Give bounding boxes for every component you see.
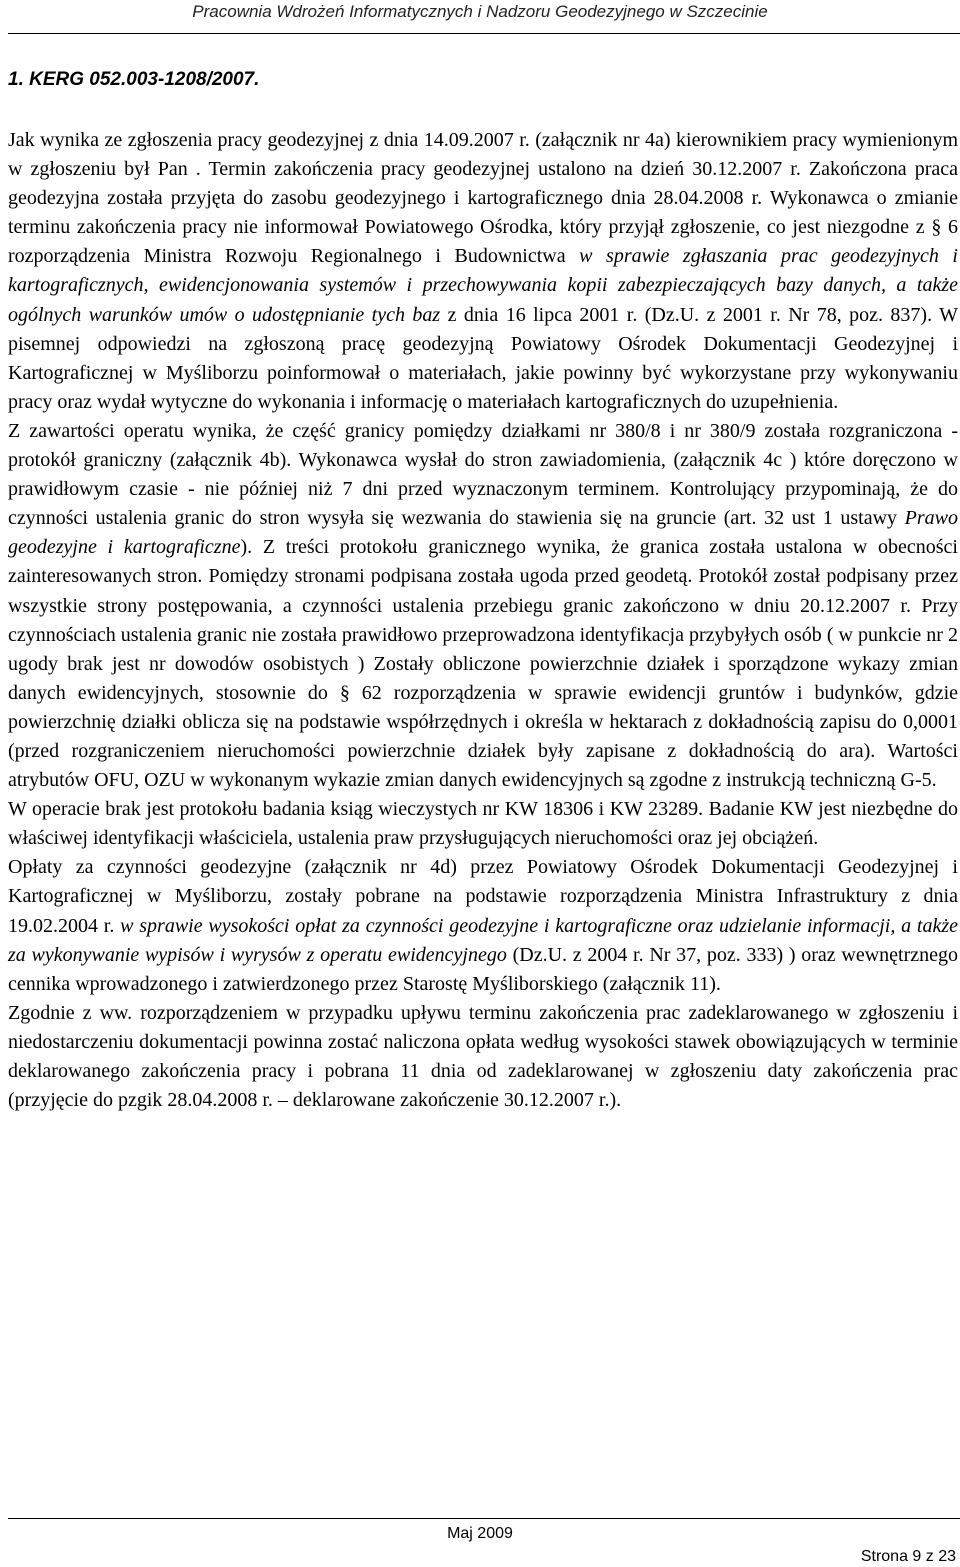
paragraph bbox=[8, 999, 958, 1115]
page-header bbox=[0, 0, 960, 26]
footer-date-text: Maj 2009 bbox=[447, 1525, 513, 1542]
footer-date bbox=[0, 1524, 960, 1544]
paragraph bbox=[8, 417, 958, 795]
italic-citation: w sprawie zgłaszania prac geodezyjnych i kartograficznych, ewidencjonowania systemów i przechowywania kopii zabezpieczających bazy danych, a także ogólnych warunków umów o udostępnianie tych baz bbox=[8, 245, 958, 326]
header-divider bbox=[8, 33, 960, 34]
text-run: Zgodnie z ww. rozporządzeniem w przypadku upływu terminu zakończenia prac zadeklarowanego w zgłoszeniu i niedostarczeniu dokumentacji powinna zostać naliczona opłata według wysokości stawek obowiązujących w terminie deklarowanego zakończenia pracy i pobrana 11 dnia od zadeklarowanej w zgłoszeniu daty zakończenia prac (przyjęcie do pzgik 28.04.2008 r. – deklarowane zakończenie 30.12.2007 r.). bbox=[8, 1001, 958, 1112]
italic-citation: w sprawie wysokości opłat za czynności geodezyjne i kartograficzne oraz udzielanie informacji, a także za wykonywanie wypisów i wyrysów z operatu ewidencyjnego bbox=[8, 914, 958, 966]
italic-citation: Prawo geodezyjne i kartograficzne bbox=[8, 507, 958, 559]
text-run: ). Z treści protokołu granicznego wynika, że granica została ustalona w obecności zainteresowanych stron. Pomiędzy stronami podpisana została ugoda przed geodetą. Protokół został podpisany przez wszystkie strony postępowania, a czynności ustalenia przebiegu granic zakończono w dniu 20.12.2007 r. Przy czynnościach ustalenia granic nie została prawidłowo przeprowadzona identyfikacja przybyłych osób ( w punkcie nr 2 ugody brak jest nr dowodów osobistych ) Zostały obliczone powierzchnie działek i sporządzone wykazy zmian danych ewidencyjnych, stosownie do § 62 rozporządzenia w sprawie ewidencji gruntów i budynków, gdzie powierzchnię działki oblicza się na podstawie współrzędnych i określa w hektarach z dokładnością zapisu do 0,0001 (przed rozgraniczeniem nieruchomości powierzchnie działek były zapisane z dokładnością do ara). Wartości atrybutów OFU, OZU w wykonanym wykazie zmian danych ewidencyjnych są zgodne z instrukcją techniczną G-5. bbox=[8, 536, 958, 792]
paragraph bbox=[8, 853, 958, 998]
paragraph bbox=[8, 126, 958, 417]
page-number: Strona 9 z 23 bbox=[860, 1548, 956, 1565]
text-run: (Dz.U. z 2004 r. Nr 37, poz. 333) ) oraz wewnętrznego cennika wprowadzonego i zatwierdzonego przez Starostę Myśliborskiego (załącznik 11). bbox=[8, 943, 958, 995]
text-run: Z zawartości operatu wynika, że część granicy pomiędzy działkami nr 380/8 i nr 380/9 została rozgraniczona - protokół graniczny (załącznik 4b). Wykonawca wysłał do stron zawiadomienia, (załącznik 4c ) które doręczono w prawidłowym czasie - nie później niż 7 dni przed wyznaczonym terminem. Kontrolujący przypominają, że do czynności ustalenia granic do stron wysyła się wezwania do stawienia się na gruncie (art. 32 ust 1 ustawy bbox=[8, 419, 958, 530]
document-body bbox=[8, 126, 958, 1115]
text-run: W operacie brak jest protokołu badania ksiąg wieczystych nr KW 18306 i KW 23289. Badanie KW jest niezbędne do właściwej identyfikacji właściciela, ustalenia praw przysługujących nieruchomości oraz jej obciążeń. bbox=[8, 798, 958, 850]
footer-divider bbox=[8, 1518, 960, 1519]
text-run: Jak wynika ze zgłoszenia pracy geodezyjnej z dnia 14.09.2007 r. (załącznik nr 4a) kierownikiem pracy wymienionym w zgłoszeniu był Pan . Termin zakończenia pracy geodezyjnej ustalono na dzień 30.12.2007 r. Zakończona praca geodezyjna została przyjęta do zasobu geodezyjnego i kartograficznego dnia 28.04.2008 r. Wykonawca o zmianie terminu zakończenia pracy nie informował Powiatowego Ośrodka, który przyjął zgłoszenie, co jest niezgodne z § 6 rozporządzenia Ministra Rozwoju Regionalnego i Budownictwa bbox=[8, 129, 958, 268]
header-text: Pracownia Wdrożeń Informatycznych i Nadzoru Geodezyjnego w Szczecinie bbox=[192, 2, 768, 21]
paragraph bbox=[8, 795, 958, 853]
text-run: Opłaty za czynności geodezyjne (załącznik nr 4d) przez Powiatowy Ośrodek Dokumentacji Geodezyjnej i Kartograficznej w Myśliborzu, zostały pobrane na podstawie rozporządzenia Ministra Infrastruktury z dnia 19.02.2004 r. bbox=[8, 856, 958, 937]
section-heading: 1. KERG 052.003-1208/2007. bbox=[8, 69, 260, 90]
text-run: z dnia 16 lipca 2001 r. (Dz.U. z 2001 r. Nr 78, poz. 837). W pisemnej odpowiedzi na zgłoszoną pracę geodezyjną Powiatowy Ośrodek Dokumentacji Geodezyjnej i Kartograficznej w Myśliborzu poinformował o materiałach, jakie powinny być wykorzystane przy wykonywaniu pracy oraz wydał wytyczne do wykonania i informację o materiałach kartograficznych do uzupełnienia. bbox=[8, 303, 959, 413]
